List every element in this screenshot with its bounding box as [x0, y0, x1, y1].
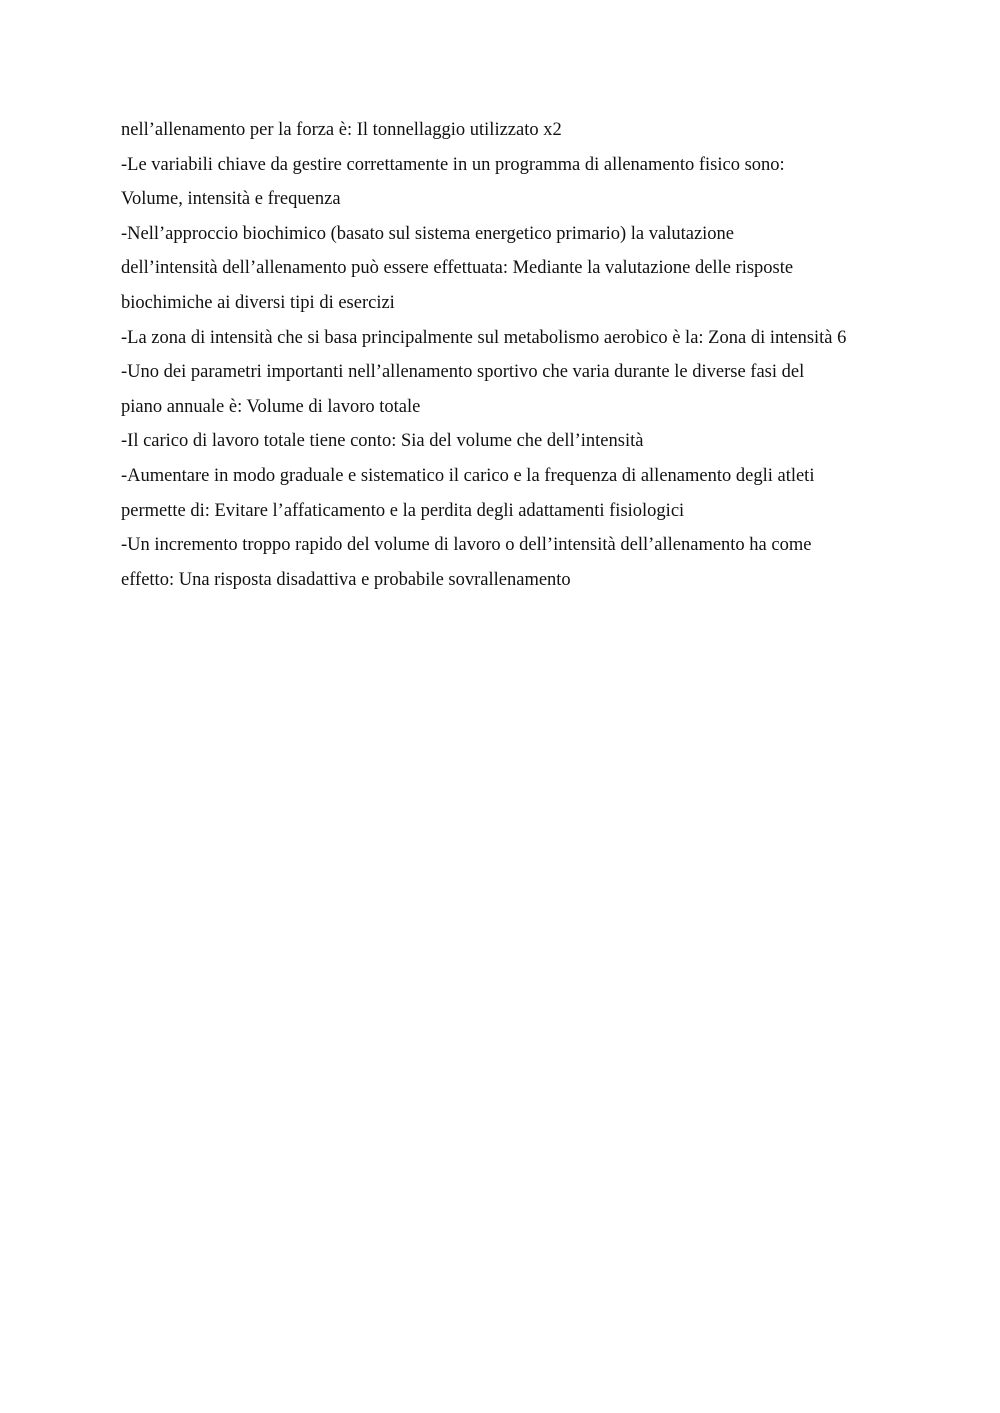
text-line: piano annuale è: Volume di lavoro totale: [121, 396, 421, 417]
text-line: Volume, intensità e frequenza: [121, 189, 341, 210]
text-line: permette di: Evitare l’affaticamento e la perdita degli adattamenti fisiologici: [121, 500, 685, 521]
text-line: -Le variabili chiave da gestire correttamente in un programma di allenamento fisico sono:: [121, 154, 785, 175]
text-line: -Nell’approccio biochimico (basato sul sistema energetico primario) la valutazione: [121, 223, 735, 244]
text-line: -Uno dei parametri importanti nell’allenamento sportivo che varia durante le diverse fasi del: [121, 362, 805, 383]
text-line: -La zona di intensità che si basa principalmente sul metabolismo aerobico è la: Zona di intensità 6: [121, 327, 847, 348]
text-line: biochimiche ai diversi tipi di esercizi: [121, 292, 395, 313]
text-line: -Aumentare in modo graduale e sistematico il carico e la frequenza di allenamento degli atleti: [121, 465, 815, 486]
text-line: nell’allenamento per la forza è: Il tonnellaggio utilizzato x2: [121, 120, 562, 140]
text-block: [121, 113, 921, 597]
text-line: effetto: Una risposta disadattiva e probabile sovrallenamento: [121, 569, 571, 590]
text-line: -Un incremento troppo rapido del volume di lavoro o dell’intensità dell’allenamento ha come: [121, 535, 812, 556]
text-line: -Il carico di lavoro totale tiene conto: Sia del volume che dell’intensità: [121, 431, 644, 452]
text-line: dell’intensità dell’allenamento può essere effettuata: Mediante la valutazione delle risposte: [121, 258, 794, 279]
